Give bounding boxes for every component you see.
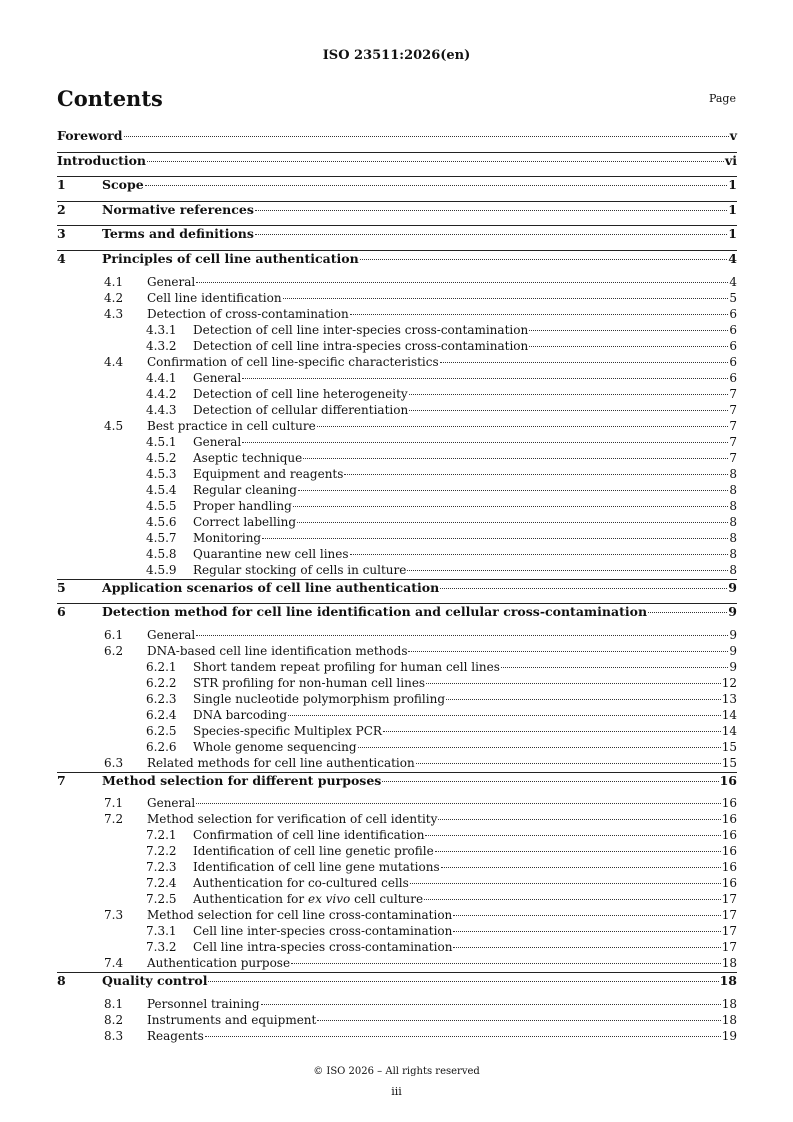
toc-entry-page: 1 <box>728 201 737 217</box>
dot-leader <box>440 588 727 589</box>
toc-entry-title: General <box>193 370 242 385</box>
dot-leader <box>196 282 728 283</box>
dot-leader <box>426 683 721 684</box>
toc-entry-page: 6 <box>729 370 737 385</box>
toc-entry-title: Instruments and equipment <box>147 1012 317 1027</box>
toc-entry-number: 6 <box>57 604 66 620</box>
dot-leader <box>360 259 728 260</box>
toc-entry-page: 14 <box>721 707 737 722</box>
toc-entry-number: 4.5.2 <box>146 450 177 465</box>
toc-entry-page: 4 <box>728 250 737 266</box>
toc-entry[interactable] <box>57 499 737 515</box>
dot-leader <box>529 346 728 347</box>
toc-entry[interactable] <box>57 997 737 1013</box>
toc-entry[interactable] <box>57 176 737 201</box>
toc-entry-title: Reagents <box>147 1028 204 1043</box>
toc-entry-title: General <box>193 434 242 449</box>
toc-entry[interactable] <box>57 972 737 997</box>
toc-entry[interactable] <box>57 339 737 355</box>
toc-entry[interactable] <box>57 1013 737 1029</box>
toc-entry-number: 4.5.5 <box>146 498 177 513</box>
dot-leader <box>407 570 728 571</box>
toc-entry-page: 18 <box>719 973 737 989</box>
document-header: ISO 23511:2026(en) <box>322 48 471 63</box>
toc-entry-number: 1 <box>57 177 66 193</box>
toc-entry[interactable] <box>57 772 737 797</box>
toc-entry-title: Correct labelling <box>193 514 297 529</box>
toc-entry-page: 7 <box>729 418 737 433</box>
toc-entry[interactable] <box>57 403 737 419</box>
toc-entry[interactable] <box>57 128 737 152</box>
toc-entry-title: STR profiling for non-human cell lines <box>193 675 426 690</box>
toc-entry-title: Detection of cell line inter-species cross-contamination <box>193 322 529 337</box>
toc-entry-page: 6 <box>729 306 737 321</box>
toc-entry-number: 5 <box>57 579 66 595</box>
toc-entry-page: 15 <box>721 755 737 770</box>
toc-entry-title: Short tandem repeat profiling for human cell lines <box>193 659 500 674</box>
toc-entry-number: 7.2.4 <box>146 876 177 891</box>
toc-entry-title: Principles of cell line authentication <box>102 250 359 266</box>
toc-entry-page: 6 <box>729 354 737 369</box>
toc-entry-number: 4.5.7 <box>146 530 177 545</box>
toc-entry-title: Detection of cell line heterogeneity <box>193 386 408 401</box>
toc-entry[interactable] <box>57 676 737 692</box>
toc-entry[interactable] <box>57 371 737 387</box>
toc-entry-number: 8.3 <box>104 1028 124 1043</box>
toc-entry-title: Method selection for different purposes <box>102 772 382 788</box>
toc-entry[interactable] <box>57 467 737 483</box>
toc-entry[interactable] <box>57 483 737 499</box>
toc-entry[interactable] <box>57 876 737 892</box>
toc-entry-number: 4.5.3 <box>146 466 177 481</box>
toc-entry-title: Quarantine new cell lines <box>193 546 349 561</box>
toc-entry[interactable] <box>57 924 737 940</box>
toc-entry-title: Personnel training <box>147 996 260 1011</box>
toc-entry-number: 7.3 <box>104 908 124 923</box>
toc-entry[interactable] <box>57 563 737 579</box>
toc-entry-title: DNA barcoding <box>193 707 288 722</box>
toc-entry-title: Monitoring <box>193 530 262 545</box>
dot-leader <box>529 330 728 331</box>
toc-entry-page: 17 <box>721 892 737 907</box>
toc-entry-number: 4.5.1 <box>146 434 177 449</box>
toc-entry-title: Cell line intra-species cross-contamination <box>193 940 453 955</box>
dot-leader <box>291 963 721 964</box>
toc-entry[interactable] <box>57 844 737 860</box>
dot-leader <box>147 161 724 162</box>
dot-leader <box>453 931 720 932</box>
toc-entry[interactable] <box>57 908 737 924</box>
toc-entry-number: 4.2 <box>104 290 124 305</box>
dot-leader <box>262 538 728 539</box>
toc-entry-number: 6.2.1 <box>146 659 177 674</box>
toc-entry-page: 9 <box>729 627 737 642</box>
dot-leader <box>409 394 729 395</box>
dot-leader <box>261 1004 721 1005</box>
toc-entry-number: 7.2.3 <box>146 860 177 875</box>
dot-leader <box>288 715 721 716</box>
toc-entry[interactable] <box>57 708 737 724</box>
toc-entry-page: 8 <box>729 530 737 545</box>
dot-leader <box>293 506 729 507</box>
toc-entry-page: 12 <box>721 675 737 690</box>
toc-entry-title: Cell line inter-species cross-contamination <box>193 924 453 939</box>
toc-entry-page: 6 <box>729 338 737 353</box>
toc-entry[interactable] <box>57 515 737 531</box>
toc-entry-number: 7.3.1 <box>146 924 177 939</box>
toc-entry-title: Method selection for cell line cross-contamination <box>147 908 453 923</box>
dot-leader <box>410 883 721 884</box>
toc-entry-page: 16 <box>721 812 737 827</box>
toc-entry-page: 16 <box>721 796 737 811</box>
toc-entry[interactable] <box>57 355 737 371</box>
toc-entry-page: 17 <box>721 908 737 923</box>
toc-entry[interactable] <box>57 644 737 660</box>
toc-entry-number: 4 <box>57 250 66 266</box>
toc-entry-page: vi <box>724 152 737 168</box>
toc-entry-title: Identification of cell line gene mutations <box>193 860 440 875</box>
toc-entry-page: v <box>729 128 737 143</box>
dot-leader <box>196 635 728 636</box>
toc-entry-title: Regular cleaning <box>193 482 297 497</box>
dot-leader <box>297 522 728 523</box>
toc-entry-page: 16 <box>719 772 737 788</box>
toc-entry-page: 18 <box>721 1012 737 1027</box>
toc-entry-title: Species-specific Multiplex PCR <box>193 723 382 738</box>
toc-entry[interactable] <box>57 892 737 908</box>
toc-entry-title: Foreword <box>57 128 123 143</box>
toc-entry-number: 7.4 <box>104 956 124 971</box>
toc-entry[interactable] <box>57 860 737 876</box>
toc-entry-title: General <box>147 274 196 289</box>
toc-entry-page: 8 <box>729 482 737 497</box>
toc-entry-title: General <box>147 796 196 811</box>
toc-entry[interactable] <box>57 435 737 451</box>
toc-entry-title: Proper handling <box>193 498 292 513</box>
toc-entry-number: 4.5.9 <box>146 562 177 577</box>
toc-entry-title: Authentication purpose <box>147 956 291 971</box>
toc-entry[interactable] <box>57 828 737 844</box>
toc-entry-page: 9 <box>728 604 737 620</box>
toc-entry-page: 9 <box>729 643 737 658</box>
toc-entry-page: 1 <box>728 226 737 242</box>
toc-entry[interactable] <box>57 692 737 708</box>
toc-entry[interactable] <box>57 812 737 828</box>
dot-leader <box>453 915 720 916</box>
dot-leader <box>435 851 721 852</box>
toc-entry[interactable] <box>57 796 737 812</box>
toc-entry[interactable] <box>57 531 737 547</box>
toc-entry-number: 4.3 <box>104 306 124 321</box>
toc-entry-page: 8 <box>729 546 737 561</box>
toc-entry[interactable] <box>57 740 737 756</box>
dot-leader <box>440 362 729 363</box>
table-of-contents <box>57 128 737 1045</box>
toc-entry-title: Scope <box>102 177 144 193</box>
toc-entry-page: 14 <box>721 723 737 738</box>
page-number: iii <box>391 1085 402 1098</box>
dot-leader <box>350 314 729 315</box>
toc-entry[interactable] <box>57 152 737 177</box>
toc-entry-page: 7 <box>729 402 737 417</box>
toc-entry-number: 4.5.8 <box>146 546 177 561</box>
toc-entry-page: 18 <box>721 996 737 1011</box>
toc-entry[interactable] <box>57 603 737 628</box>
dot-leader <box>205 1036 721 1037</box>
toc-entry-title: General <box>147 627 196 642</box>
contents-title: Contents <box>57 86 163 111</box>
toc-entry[interactable] <box>57 275 737 291</box>
dot-leader <box>446 699 721 700</box>
toc-entry-number: 7 <box>57 772 66 788</box>
toc-entry-title: Cell line identification <box>147 290 282 305</box>
dot-leader <box>438 819 720 820</box>
toc-entry-number: 7.3.2 <box>146 940 177 955</box>
toc-entry-number: 4.3.1 <box>146 322 177 337</box>
toc-entry[interactable] <box>57 547 737 563</box>
toc-entry[interactable] <box>57 307 737 323</box>
dot-leader <box>298 490 728 491</box>
toc-entry-page: 1 <box>728 177 737 193</box>
toc-entry-number: 4.4.2 <box>146 386 177 401</box>
toc-entry-page: 7 <box>729 386 737 401</box>
toc-entry-title: Quality control <box>102 973 208 989</box>
dot-leader <box>441 867 721 868</box>
toc-entry-page: 16 <box>721 828 737 843</box>
toc-entry[interactable] <box>57 1029 737 1045</box>
toc-entry[interactable] <box>57 956 737 972</box>
toc-entry-number: 8.2 <box>104 1012 124 1027</box>
dot-leader <box>350 554 729 555</box>
toc-entry-number: 6.3 <box>104 755 124 770</box>
toc-entry-number: 4.5.6 <box>146 514 177 529</box>
toc-entry-number: 4.4.3 <box>146 402 177 417</box>
dot-leader <box>358 747 721 748</box>
toc-entry-number: 7.2 <box>104 812 124 827</box>
dot-leader <box>409 410 728 411</box>
toc-entry[interactable] <box>57 756 737 772</box>
dot-leader <box>501 667 728 668</box>
dot-leader <box>255 234 727 235</box>
toc-entry-page: 5 <box>729 290 737 305</box>
toc-entry-title: Method selection for verification of cell identity <box>147 812 438 827</box>
toc-entry-number: 7.2.1 <box>146 828 177 843</box>
toc-entry-number: 7.2.2 <box>146 844 177 859</box>
toc-entry[interactable] <box>57 579 737 604</box>
dot-leader <box>317 1020 720 1021</box>
toc-entry-number: 4.5.4 <box>146 482 177 497</box>
toc-entry-title: Confirmation of cell line-specific characteristics <box>147 354 439 369</box>
toc-entry-page: 9 <box>729 659 737 674</box>
toc-entry-title: Detection of cross-contamination <box>147 306 349 321</box>
toc-entry-page: 17 <box>721 940 737 955</box>
toc-entry[interactable] <box>57 201 737 226</box>
toc-entry-title: Confirmation of cell line identification <box>193 828 425 843</box>
toc-entry-page: 16 <box>721 876 737 891</box>
toc-entry-number: 6.2.3 <box>146 691 177 706</box>
toc-entry[interactable] <box>57 451 737 467</box>
dot-leader <box>242 442 728 443</box>
dot-leader <box>145 185 728 186</box>
toc-entry-title: Single nucleotide polymorphism profiling <box>193 691 446 706</box>
toc-entry[interactable] <box>57 250 737 275</box>
toc-entry-page: 7 <box>729 434 737 449</box>
toc-entry-page: 16 <box>721 860 737 875</box>
toc-entry-number: 6.2.4 <box>146 707 177 722</box>
toc-entry-number: 7.1 <box>104 796 124 811</box>
dot-leader <box>416 763 721 764</box>
dot-leader <box>255 210 727 211</box>
copyright-footer: © ISO 2026 – All rights reserved <box>313 1066 480 1077</box>
toc-entry-number: 4.5 <box>104 418 124 433</box>
toc-entry-number: 8 <box>57 973 66 989</box>
toc-entry-title: DNA-based cell line identification methods <box>147 643 408 658</box>
toc-entry-title: Terms and definitions <box>102 226 254 242</box>
toc-entry-number: 3 <box>57 226 66 242</box>
toc-entry[interactable] <box>57 291 737 307</box>
toc-entry-page: 8 <box>729 562 737 577</box>
toc-entry[interactable] <box>57 225 737 250</box>
dot-leader <box>408 651 728 652</box>
toc-entry-page: 7 <box>729 450 737 465</box>
toc-entry-number: 4.3.2 <box>146 338 177 353</box>
toc-entry[interactable] <box>57 940 737 956</box>
toc-entry-page: 18 <box>721 956 737 971</box>
toc-entry-page: 6 <box>729 322 737 337</box>
toc-entry-title: Identification of cell line genetic profile <box>193 844 434 859</box>
dot-leader <box>208 981 718 982</box>
dot-leader <box>382 781 718 782</box>
dot-leader <box>242 378 728 379</box>
toc-entry-number: 8.1 <box>104 996 124 1011</box>
toc-entry-number: 6.2.6 <box>146 739 177 754</box>
toc-entry-title: Application scenarios of cell line authentication <box>102 579 440 595</box>
dot-leader <box>383 731 721 732</box>
toc-entry-page: 13 <box>721 691 737 706</box>
dot-leader <box>425 835 720 836</box>
toc-entry-title: Best practice in cell culture <box>147 418 316 433</box>
toc-entry-page: 9 <box>728 579 737 595</box>
toc-entry-number: 4.4.1 <box>146 370 177 385</box>
toc-entry-number: 6.2.2 <box>146 675 177 690</box>
toc-entry[interactable] <box>57 660 737 676</box>
toc-entry-title: Regular stocking of cells in culture <box>193 562 407 577</box>
dot-leader <box>344 474 728 475</box>
toc-entry-page: 16 <box>721 844 737 859</box>
toc-entry[interactable] <box>57 724 737 740</box>
toc-entry-number: 7.2.5 <box>146 892 177 907</box>
toc-entry-title: Aseptic technique <box>193 450 303 465</box>
toc-entry-title: Authentication for co-cultured cells <box>193 876 409 891</box>
toc-entry-title: Authentication for ex vivo cell culture <box>193 892 424 907</box>
toc-entry[interactable] <box>57 419 737 435</box>
dot-leader <box>196 803 720 804</box>
toc-entry-title: Introduction <box>57 152 147 168</box>
dot-leader <box>424 899 721 900</box>
toc-entry-page: 17 <box>721 924 737 939</box>
toc-entry-title: Detection of cellular differentiation <box>193 402 409 417</box>
toc-entry-number: 6.1 <box>104 627 124 642</box>
toc-entry-title: Detection method for cell line identification and cellular cross-contamination <box>102 604 648 620</box>
dot-leader <box>124 136 729 137</box>
toc-entry[interactable] <box>57 628 737 644</box>
dot-leader <box>283 298 729 299</box>
toc-entry-number: 2 <box>57 201 66 217</box>
toc-entry-title: Related methods for cell line authentication <box>147 755 415 770</box>
toc-entry-page: 15 <box>721 739 737 754</box>
toc-entry-title: Whole genome sequencing <box>193 739 357 754</box>
toc-entry-page: 8 <box>729 498 737 513</box>
dot-leader <box>453 947 720 948</box>
toc-entry-number: 4.4 <box>104 354 124 369</box>
dot-leader <box>648 612 727 613</box>
dot-leader <box>303 458 728 459</box>
toc-entry-title: Normative references <box>102 201 254 217</box>
toc-entry[interactable] <box>57 387 737 403</box>
toc-entry-number: 4.1 <box>104 274 124 289</box>
dot-leader <box>317 426 729 427</box>
toc-entry-page: 8 <box>729 466 737 481</box>
toc-entry[interactable] <box>57 323 737 339</box>
toc-entry-page: 4 <box>729 274 737 289</box>
toc-entry-page: 19 <box>721 1028 737 1043</box>
toc-entry-title: Equipment and reagents <box>193 466 344 481</box>
page-column-label: Page <box>708 92 736 105</box>
toc-entry-page: 8 <box>729 514 737 529</box>
toc-entry-number: 6.2.5 <box>146 723 177 738</box>
toc-entry-title: Detection of cell line intra-species cross-contamination <box>193 338 529 353</box>
toc-entry-number: 6.2 <box>104 643 124 658</box>
